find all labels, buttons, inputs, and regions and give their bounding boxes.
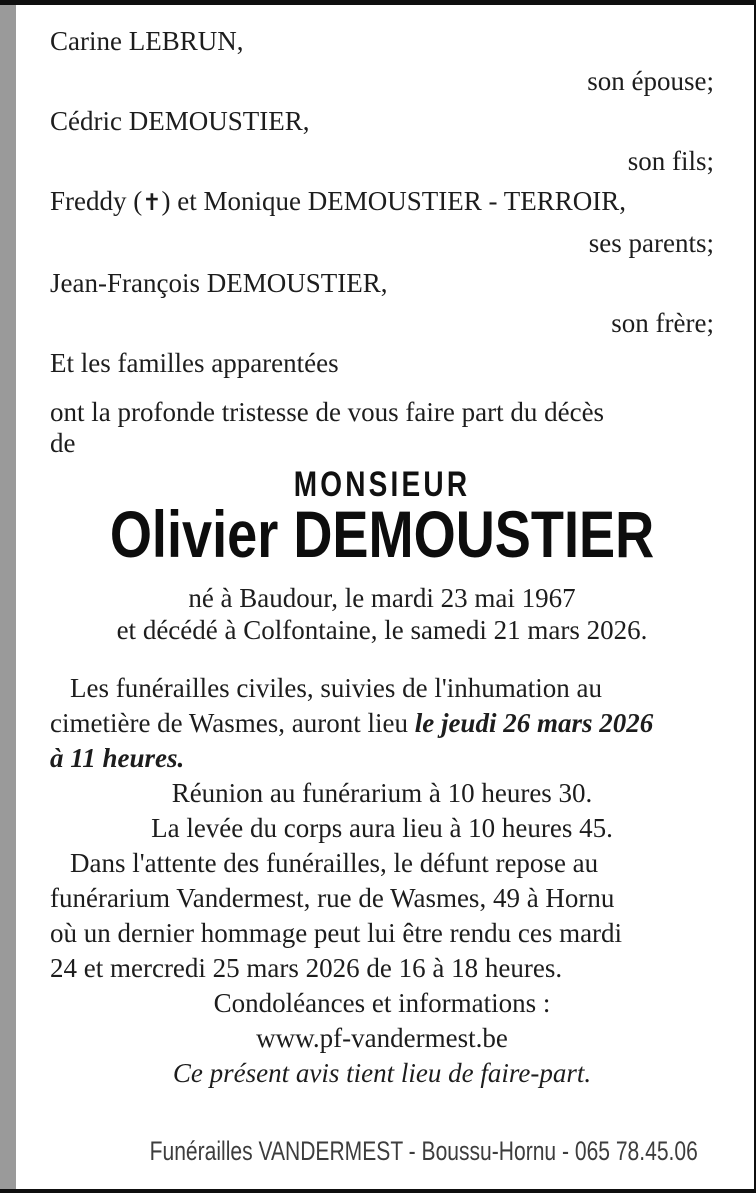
family-member-relation: son frère; — [611, 308, 714, 338]
notice-content — [50, 5, 714, 1091]
family-member-name: Carine LEBRUN, — [50, 26, 244, 56]
funeral-time-emphasis: à 11 heures. — [50, 743, 185, 773]
funeral-date-emphasis: le jeudi 26 mars 2026 — [414, 708, 654, 738]
family-block — [50, 21, 714, 383]
family-member-name: Jean-François DEMOUSTIER, — [50, 268, 388, 298]
civility-title: MONSIEUR — [293, 465, 471, 504]
repose-line2: funérarium Vandermest, rue de Wasmes, 49 à Hornu — [50, 883, 615, 913]
website-text: www.pf-vandermest.be — [256, 1023, 508, 1053]
family-member-relation: son épouse; — [587, 66, 714, 96]
funeral-line1: Les funérailles civiles, suivies de l'inhumation au — [70, 673, 602, 703]
funeral-details-block — [50, 671, 714, 1091]
left-gray-strip — [0, 5, 16, 1189]
condolences-line: Condoléances et informations : — [213, 988, 551, 1018]
death-line: et décédé à Colfontaine, le samedi 21 mars 2026. — [116, 615, 648, 645]
announcement-line2: de — [50, 428, 76, 458]
repose-line1: Dans l'attente des funérailles, le défunt repose au — [70, 848, 599, 878]
family-member-name — [50, 181, 714, 223]
levee-line: La levée du corps aura lieu à 10 heures 45. — [151, 813, 613, 843]
latin-cross-icon: ✝ — [142, 190, 162, 216]
family-member-relation: son fils; — [627, 146, 714, 176]
birth-line: né à Baudour, le mardi 23 mai 1967 — [188, 583, 576, 613]
family-member-relation: ses parents; — [588, 228, 714, 258]
birth-death-block — [50, 582, 714, 646]
announcement-text — [50, 397, 714, 459]
repose-line3: où un dernier hommage peut lui être rendu ces mardi — [50, 918, 623, 948]
funeral-line2 — [50, 706, 714, 741]
funeral-line2-normal: cimetière de Wasmes, auront lieu — [50, 708, 415, 738]
name-fragment: Freddy ( — [50, 186, 143, 216]
faire-part-line: Ce présent avis tient lieu de faire-part. — [172, 1058, 592, 1088]
deceased-name-headline: Olivier DEMOUSTIER — [109, 497, 655, 571]
reunion-line: Réunion au funérarium à 10 heures 30. — [171, 778, 593, 808]
families-line: Et les familles apparentées — [50, 348, 339, 378]
name-fragment: ) et Monique DEMOUSTIER - TERROIR, — [161, 186, 626, 216]
repose-line4: 24 et mercredi 25 mars 2026 de 16 à 18 heures. — [50, 953, 563, 983]
funeral-home-footer: Funérailles VANDERMEST - Boussu-Hornu - 065 78.45.06 — [149, 1136, 698, 1166]
announcement-line1: ont la profonde tristesse de vous faire part du décès — [50, 397, 605, 427]
family-member-name: Cédric DEMOUSTIER, — [50, 106, 310, 136]
